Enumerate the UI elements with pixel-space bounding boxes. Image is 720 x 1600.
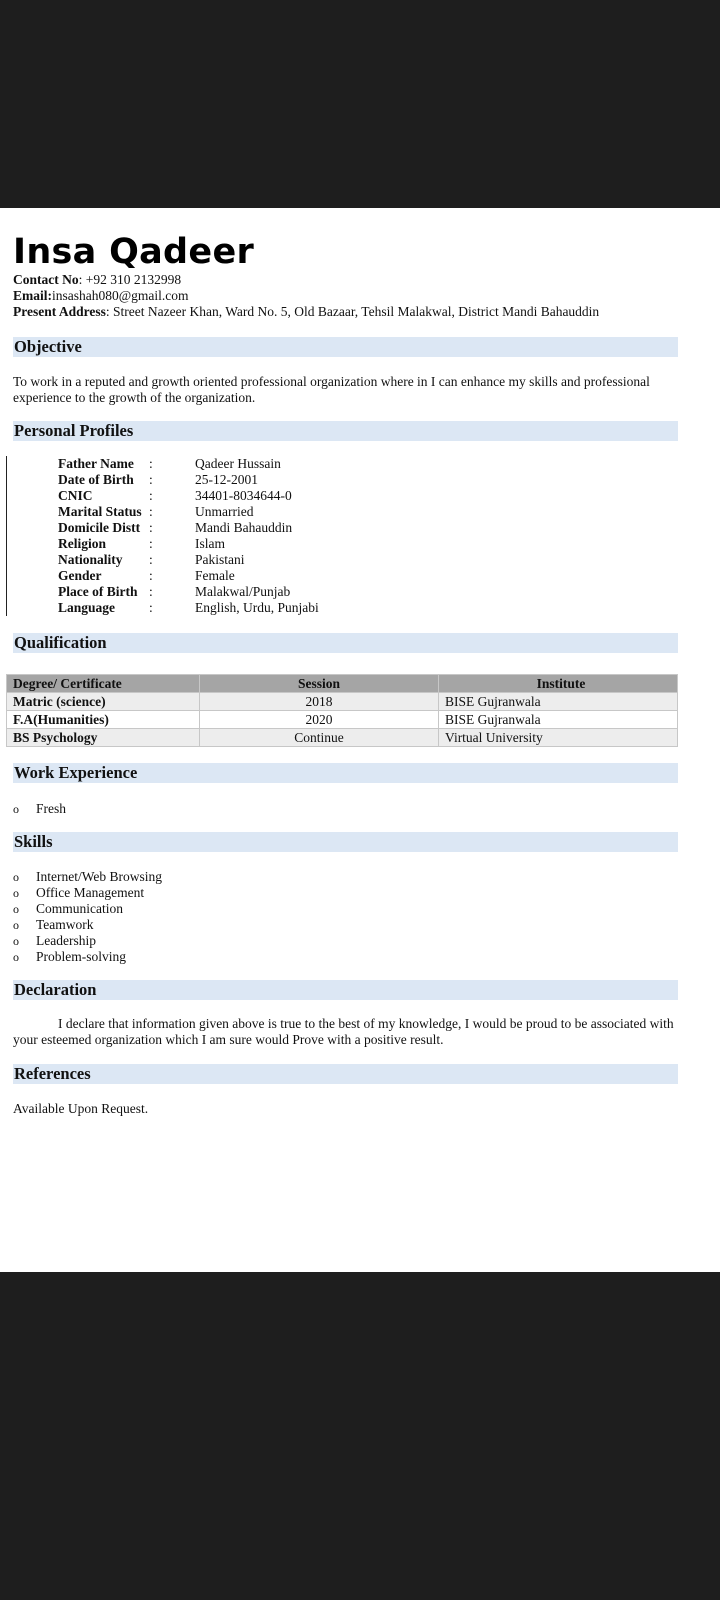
profile-colon: : <box>149 456 153 471</box>
contact-email <box>13 288 713 304</box>
phone-label: Contact No <box>13 272 79 287</box>
profile-value: Unmarried <box>195 504 254 519</box>
profile-value: 34401-8034644-0 <box>195 488 292 503</box>
profile-row <box>58 552 358 568</box>
profile-value: 25-12-2001 <box>195 472 258 487</box>
list-item: o Leadership <box>13 933 162 949</box>
list-item: o Problem-solving <box>13 949 162 965</box>
profile-row <box>58 520 358 536</box>
cell-degree: F.A(Humanities) <box>7 711 200 729</box>
profile-colon: : <box>149 552 153 567</box>
profile-label: Marital Status <box>58 504 142 519</box>
profile-colon: : <box>149 584 153 599</box>
profile-value: English, Urdu, Punjabi <box>195 600 319 615</box>
cell-degree: Matric (science) <box>7 693 200 711</box>
section-references: References <box>13 1064 678 1084</box>
cell-session: 2020 <box>200 711 439 729</box>
profile-label: Date of Birth <box>58 472 134 487</box>
section-qualification: Qualification <box>13 633 678 653</box>
resume-page <box>0 208 720 1272</box>
table-row <box>7 693 678 711</box>
address-label: Present Address <box>13 304 106 319</box>
skills-list <box>13 869 162 965</box>
contact-block <box>13 272 713 320</box>
header-session: Session <box>200 675 439 693</box>
list-item: o Fresh <box>13 801 66 817</box>
cell-session: Continue <box>200 729 439 747</box>
profile-colon: : <box>149 504 153 519</box>
profile-value: Qadeer Hussain <box>195 456 281 471</box>
profile-value: Mandi Bahauddin <box>195 520 293 535</box>
address-value: : Street Nazeer Khan, Ward No. 5, Old Bazaar, Tehsil Malakwal, District Mandi Bahauddin <box>105 304 600 319</box>
cell-institute: BISE Gujranwala <box>439 693 678 711</box>
profile-row <box>58 600 358 616</box>
profile-divider <box>6 456 7 616</box>
section-skills: Skills <box>13 832 678 852</box>
objective-text: To work in a reputed and growth oriented professional organization where in I can enhance my skills and professional experience to the growth of the organization. <box>13 374 650 405</box>
table-row <box>7 729 678 747</box>
list-item: o Communication <box>13 901 162 917</box>
contact-phone <box>13 272 713 288</box>
section-declaration: Declaration <box>13 980 678 1000</box>
profile-colon: : <box>149 536 153 551</box>
profile-row <box>58 584 358 600</box>
candidate-name: Insa Qadeer <box>13 232 255 272</box>
profile-value: Malakwal/Punjab <box>195 584 291 599</box>
phone-value: : +92 310 2132998 <box>78 272 182 287</box>
cell-session: 2018 <box>200 693 439 711</box>
declaration-text: I declare that information given above is true to the best of my knowledge, I would be proud to be associated with your esteemed organization which I am sure would Prove with a positive result. <box>13 1016 674 1047</box>
references-text: Available Upon Request. <box>13 1101 149 1116</box>
profile-colon: : <box>149 600 153 615</box>
profile-row <box>58 568 358 584</box>
profile-row <box>58 536 358 552</box>
profile-row <box>58 504 358 520</box>
profile-label: Nationality <box>58 552 123 567</box>
profile-colon: : <box>149 568 153 583</box>
cell-degree: BS Psychology <box>7 729 200 747</box>
cell-institute: Virtual University <box>439 729 678 747</box>
profile-label: Religion <box>58 536 107 551</box>
header-degree: Degree/ Certificate <box>7 675 200 693</box>
profile-colon: : <box>149 520 153 535</box>
table-row <box>7 711 678 729</box>
work-list <box>13 801 66 817</box>
profile-value: Islam <box>195 536 225 551</box>
section-objective: Objective <box>13 337 678 357</box>
section-personal-profiles: Personal Profiles <box>13 421 678 441</box>
cell-institute: BISE Gujranwala <box>439 711 678 729</box>
profile-value: Pakistani <box>195 552 245 567</box>
contact-address <box>13 304 713 320</box>
header-institute: Institute <box>439 675 678 693</box>
qualification-table <box>6 674 678 747</box>
personal-profile-list <box>58 456 358 616</box>
profile-label: Father Name <box>58 456 134 471</box>
list-item: o Office Management <box>13 885 162 901</box>
profile-value: Female <box>195 568 235 583</box>
profile-label: Domicile Distt <box>58 520 141 535</box>
profile-colon: : <box>149 488 153 503</box>
list-item: o Teamwork <box>13 917 162 933</box>
profile-label: Place of Birth <box>58 584 138 599</box>
table-header-row <box>7 675 678 693</box>
list-item: o Internet/Web Browsing <box>13 869 162 885</box>
profile-label: Gender <box>58 568 102 583</box>
profile-label: Language <box>58 600 116 615</box>
section-work-experience: Work Experience <box>13 763 678 783</box>
email-label: Email: <box>13 288 52 303</box>
profile-colon: : <box>149 472 153 487</box>
profile-row <box>58 456 358 472</box>
email-value: insashah080@gmail.com <box>52 288 189 303</box>
profile-row <box>58 472 358 488</box>
profile-row <box>58 488 358 504</box>
profile-label: CNIC <box>58 488 93 503</box>
